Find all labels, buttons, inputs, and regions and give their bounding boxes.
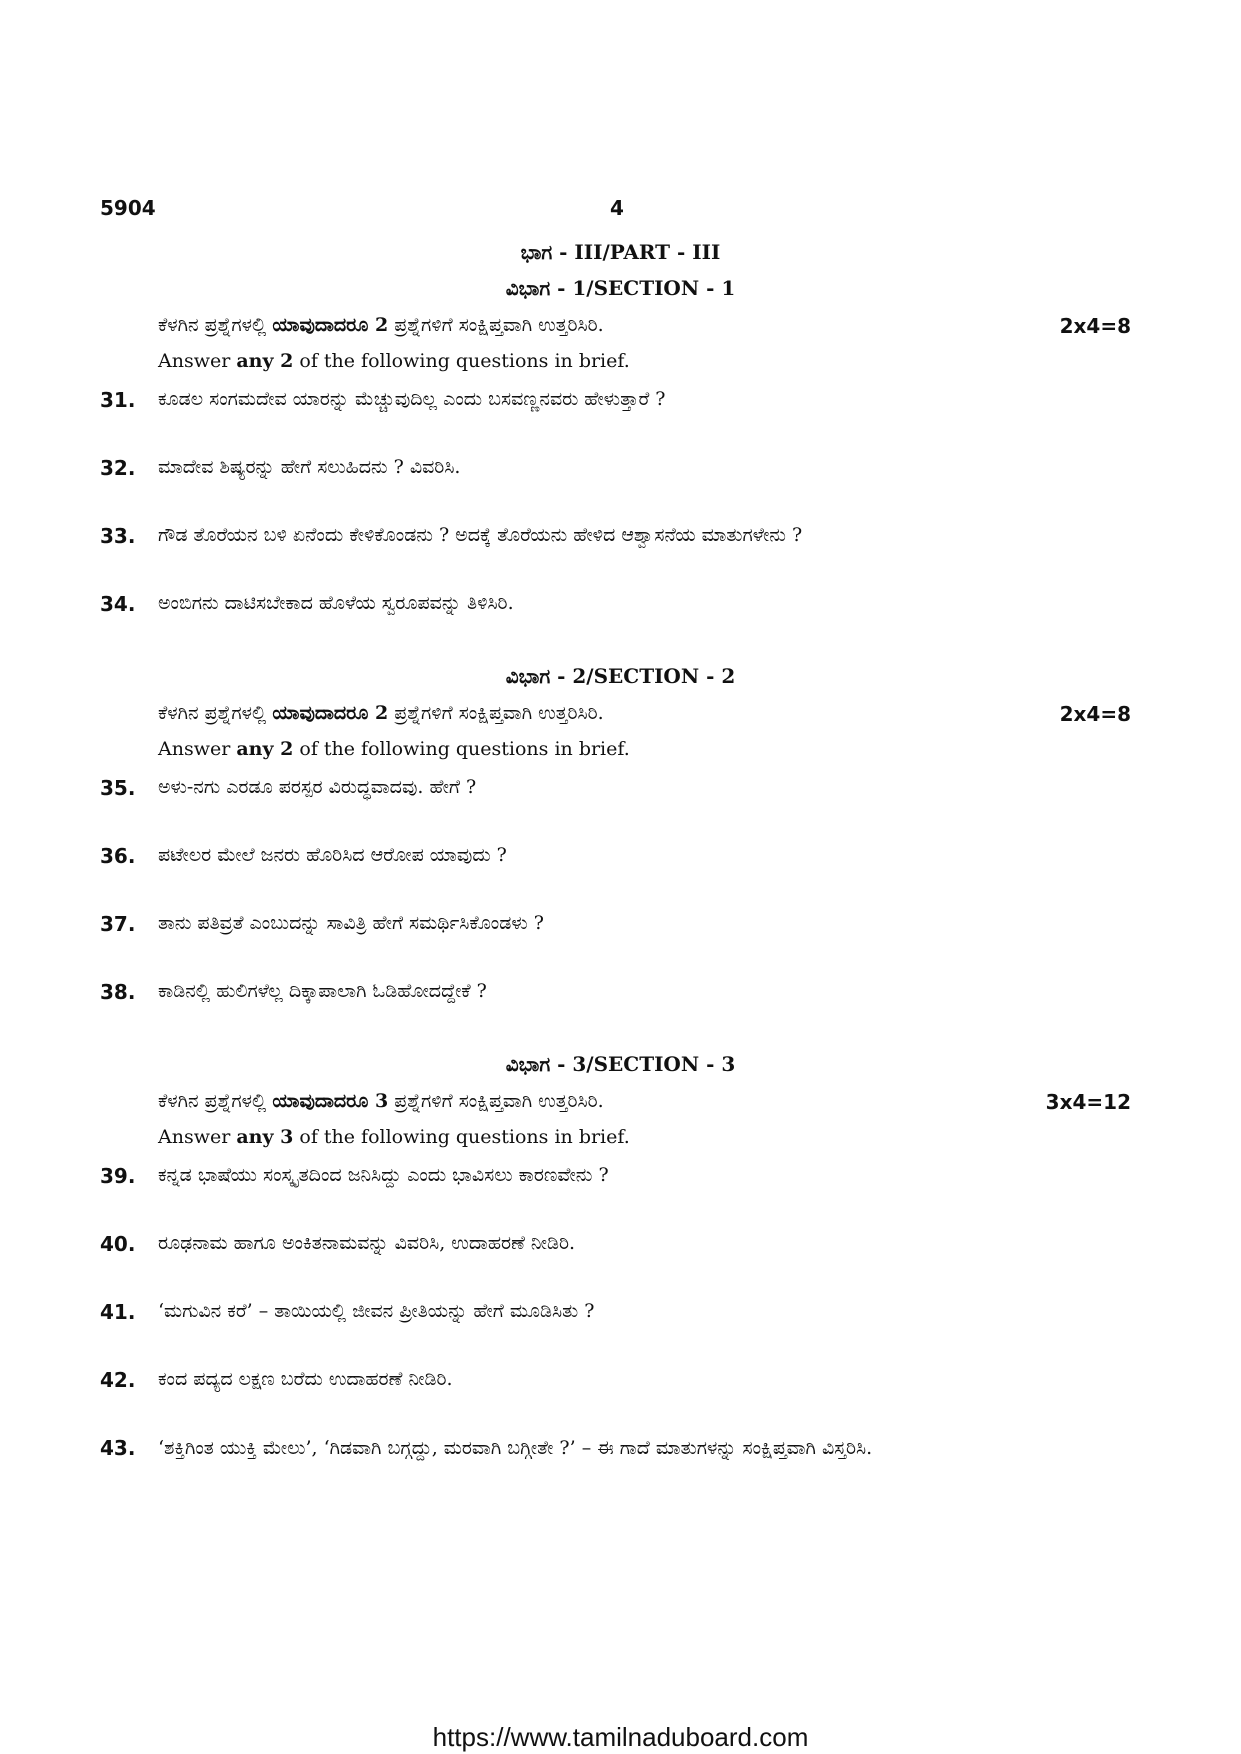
section-2-instruction-english: Answer any 2 of the following questions in brief. xyxy=(158,738,630,760)
part-title: ಭಾಗ - III/PART - III xyxy=(520,240,721,264)
paper-code: 5904 xyxy=(100,196,156,220)
question-text: ಅಂಬಿಗನು ದಾಟಿಸಬೇಕಾದ ಹೊಳೆಯ ಸ್ವರೂಪವನ್ನು ತಿಳಿಸಿರಿ. xyxy=(158,592,514,614)
section-1-marks: 2x4=8 xyxy=(1059,314,1131,338)
section-2-instruction-kannada: ಕೆಳಗಿನ ಪ್ರಶ್ನೆಗಳಲ್ಲಿ ಯಾವುದಾದರೂ 2 ಪ್ರಶ್ನೆಗಳಿಗೆ ಸಂಕ್ಷಿಪ್ತವಾಗಿ ಉತ್ತರಿಸಿರಿ. xyxy=(158,702,604,724)
question-number: 34. xyxy=(100,592,136,616)
question-number: 43. xyxy=(100,1436,136,1460)
question-text: ಅಳು-ನಗು ಎರಡೂ ಪರಸ್ಪರ ವಿರುದ್ಧವಾದವು. ಹೇಗೆ ? xyxy=(158,776,477,798)
section-3-marks: 3x4=12 xyxy=(1045,1090,1131,1114)
question-text: ‘ಮಗುವಿನ ಕರೆ’ – ತಾಯಿಯಲ್ಲಿ ಜೀವನ ಪ್ರೀತಿಯನ್ನು ಹೇಗೆ ಮೂಡಿಸಿತು ? xyxy=(158,1300,595,1322)
section-3-instruction-kannada: ಕೆಳಗಿನ ಪ್ರಶ್ನೆಗಳಲ್ಲಿ ಯಾವುದಾದರೂ 3 ಪ್ರಶ್ನೆಗಳಿಗೆ ಸಂಕ್ಷಿಪ್ತವಾಗಿ ಉತ್ತರಿಸಿರಿ. xyxy=(158,1090,604,1112)
question-text: ಕಂದ ಪದ್ಯದ ಲಕ್ಷಣ ಬರೆದು ಉದಾಹರಣೆ ನೀಡಿರಿ. xyxy=(158,1368,453,1390)
section-1-title: ವಿಭಾಗ - 1/SECTION - 1 xyxy=(505,276,736,300)
question-text: ಪಟೇಲರ ಮೇಲೆ ಜನರು ಹೊರಿಸಿದ ಆರೋಪ ಯಾವುದು ? xyxy=(158,844,507,866)
question-number: 39. xyxy=(100,1164,136,1188)
question-text: ಮಾದೇವ ಶಿಷ್ಯರನ್ನು ಹೇಗೆ ಸಲುಹಿದನು ? ವಿವರಿಸಿ. xyxy=(158,456,461,478)
question-number: 36. xyxy=(100,844,136,868)
question-text: ಕೂಡಲ ಸಂಗಮದೇವ ಯಾರನ್ನು ಮೆಚ್ಚುವುದಿಲ್ಲ ಎಂದು ಬಸವಣ್ಣನವರು ಹೇಳುತ್ತಾರೆ ? xyxy=(158,388,666,410)
question-number: 33. xyxy=(100,524,136,548)
section-1-instruction-kannada: ಕೆಳಗಿನ ಪ್ರಶ್ನೆಗಳಲ್ಲಿ ಯಾವುದಾದರೂ 2 ಪ್ರಶ್ನೆಗಳಿಗೆ ಸಂಕ್ಷಿಪ್ತವಾಗಿ ಉತ್ತರಿಸಿರಿ. xyxy=(158,314,604,336)
question-text: ಕನ್ನಡ ಭಾಷೆಯು ಸಂಸ್ಕೃತದಿಂದ ಜನಿಸಿದ್ದು ಎಂದು ಭಾವಿಸಲು ಕಾರಣವೇನು ? xyxy=(158,1164,609,1186)
question-text: ‘ಶಕ್ತಿಗಿಂತ ಯುಕ್ತಿ ಮೇಲು’, ‘ಗಿಡವಾಗಿ ಬಗ್ಗದ್ದು, ಮರವಾಗಿ ಬಗ್ಗೀತೇ ?’ – ಈ ಗಾದೆ ಮಾತುಗಳನ್ನು ಸಂಕ್ಷಿಪ್ತವಾಗಿ ವಿಸ್ತರಿಸಿ. xyxy=(158,1437,873,1459)
section-1-instruction-english: Answer any 2 of the following questions in brief. xyxy=(158,350,630,372)
section-3-instruction-english: Answer any 3 of the following questions in brief. xyxy=(158,1126,630,1148)
question-number: 32. xyxy=(100,456,136,480)
question-number: 31. xyxy=(100,388,136,412)
question-text: ರೂಢನಾಮ ಹಾಗೂ ಅಂಕಿತನಾಮವನ್ನು ವಿವರಿಸಿ, ಉದಾಹರಣೆ ನೀಡಿರಿ. xyxy=(158,1232,576,1254)
question-text: ಗೌಡ ತೊರೆಯನ ಬಳಿ ಏನೆಂದು ಕೇಳಿಕೊಂಡನು ? ಅದಕ್ಕೆ ತೊರೆಯನು ಹೇಳಿದ ಆಶ್ವಾಸನೆಯ ಮಾತುಗಳೇನು ? xyxy=(158,524,803,546)
section-2-marks: 2x4=8 xyxy=(1059,702,1131,726)
question-number: 40. xyxy=(100,1232,136,1256)
page-number: 4 xyxy=(610,196,624,220)
section-3-title: ವಿಭಾಗ - 3/SECTION - 3 xyxy=(505,1052,736,1076)
footer-url: https://www.tamilnaduboard.com xyxy=(432,1722,809,1752)
question-number: 41. xyxy=(100,1300,136,1324)
question-text: ತಾನು ಪತಿವ್ರತೆ ಎಂಬುದನ್ನು ಸಾವಿತ್ರಿ ಹೇಗೆ ಸಮರ್ಥಿಸಿಕೊಂಡಳು ? xyxy=(158,912,544,934)
question-text: ಕಾಡಿನಲ್ಲಿ ಹುಲಿಗಳೆಲ್ಲ ದಿಕ್ಕಾಪಾಲಾಗಿ ಓಡಿಹೋದದ್ದೇಕೆ ? xyxy=(158,980,487,1002)
question-number: 42. xyxy=(100,1368,136,1392)
section-2-title: ವಿಭಾಗ - 2/SECTION - 2 xyxy=(505,664,736,688)
question-number: 37. xyxy=(100,912,136,936)
question-number: 35. xyxy=(100,776,136,800)
question-number: 38. xyxy=(100,980,136,1004)
